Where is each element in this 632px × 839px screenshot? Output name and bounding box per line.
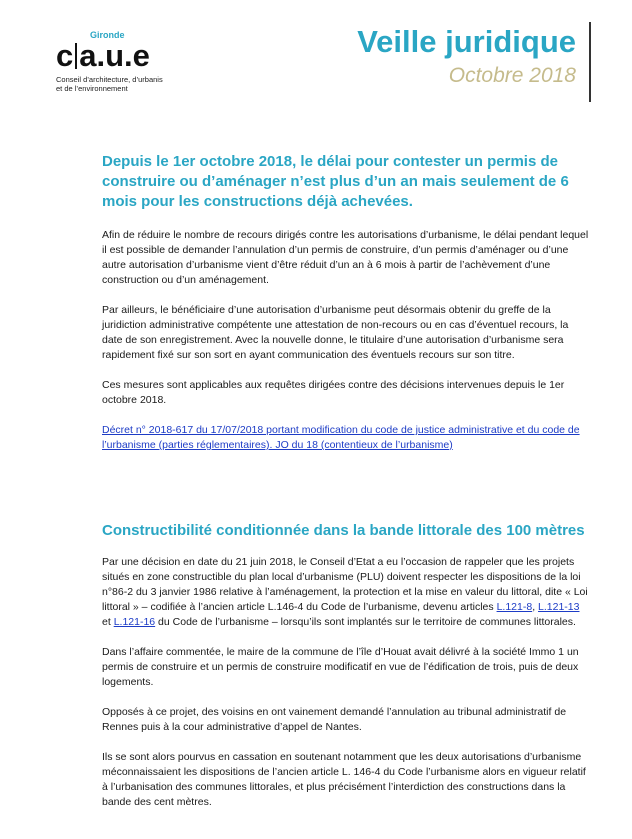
decree-link[interactable]: Décret n° 2018-617 du 17/07/2018 portant modification du code de justice administrative et du code de l’urbanisme (parties réglementaires). JO du 18 (contentieux de l’urbanisme)	[102, 424, 580, 451]
section2-paragraph-2: Dans l’affaire commentée, le maire de la commune de l’île d’Houat avait délivré à la société Immo 1 un permis de construire et un permis de construire modificatif en vue de l’édification de trois, puis de deux logements.	[102, 646, 579, 688]
section2-heading: Constructibilité conditionnée dans la bande littorale des 100 mètres	[102, 522, 585, 539]
header-divider	[589, 22, 591, 102]
article-link-l121-8[interactable]: L.121-8	[496, 601, 533, 613]
article-link-l121-13[interactable]: L.121-13	[538, 601, 580, 613]
section1-paragraph-1: Afin de réduire le nombre de recours dirigés contre les autorisations d’urbanisme, le délai pendant lequel il est possible de demander l’annulation d’un permis de construire, d’un permis d’aménager ou d’une autre autorisation d’urbanisme vient d’être réduit d’un an à 6 mois à partir de l’achèvement d’une construction ou d’un aménagement.	[102, 229, 589, 286]
logo-caue-rest: a.u.e	[79, 38, 150, 73]
logo-subtitle-line2: et de l’environnement	[56, 84, 128, 93]
logo-subtitle	[56, 75, 163, 93]
section2-paragraph-4: Ils se sont alors pourvus en cassation en soutenant notamment que les deux autorisations d’urbanisme méconnaissaient les dispositions de l’ancien article L. 146-4 du Code l’urbanisme alors en vigueur relatif à l’urbanisation des communes littorales, et plus précisément l’interdiction des constructions dans la bande des cent mètres.	[102, 751, 586, 808]
page-title: Veille juridique	[357, 24, 576, 59]
section2-p1-text-a: Par une décision en date du 21 juin 2018, le Conseil d’Etat a eu l’occasion de rappeler que les projets situés en zone constructible du plan local d’urbanisme (PLU) doivent respecter les dispositions de la loi n°86-2 du 3 janvier 1986 relative à l’aménagement, la protection et la mise en valeur du littoral, dite « Loi littoral » – codifiée à l’ancien article L.146-4 du Code de l’urbanisme, devenu articles	[102, 556, 588, 613]
logo-region: Gironde	[90, 30, 125, 40]
logo-caue-wordmark	[56, 40, 150, 72]
section1-paragraph-3: Ces mesures sont applicables aux requêtes dirigées contre des décisions intervenues depuis le 1er octobre 2018.	[102, 379, 565, 406]
section2-paragraph-1	[102, 555, 590, 630]
document-body	[102, 152, 590, 810]
decree-link-paragraph	[102, 423, 590, 453]
section2-p1-sep1: ,	[532, 601, 539, 613]
logo-bar	[75, 43, 77, 69]
section1-heading: Depuis le 1er octobre 2018, le délai pour contester un permis de construire ou d’aménager n’est plus d’un an mais seulement de 6 mois pour les constructions déjà achevées.	[102, 153, 569, 210]
page-subtitle: Octobre 2018	[448, 64, 576, 87]
section1-paragraph-2: Par ailleurs, le bénéficiaire d’une autorisation d’urbanisme peut désormais obtenir du greffe de la juridiction administrative compétente une attestation de non-recours ou en cas d’éventuel recours, la date de son enregistrement. Avec la nouvelle donne, le titulaire d’une autorisation d’urbanisme sera rapidement fixé sur son sort en ayant communication des éventuels recours sur son titre.	[102, 304, 569, 361]
section2-paragraph-3: Opposés à ce projet, des voisins en ont vainement demandé l’annulation au tribunal administratif de Rennes puis à la cour administrative d’appel de Nantes.	[102, 706, 567, 733]
section2-p1-sep2: et	[102, 616, 114, 628]
article-link-l121-16[interactable]: L.121-16	[113, 616, 156, 628]
logo-subtitle-line1: Conseil d’architecture, d’urbanis	[56, 75, 163, 84]
section2-p1-text-b: du Code de l’urbanisme – lorsqu’ils sont implantés sur le territoire de communes littorales.	[155, 616, 576, 628]
logo-caue-letter: c	[56, 38, 74, 73]
